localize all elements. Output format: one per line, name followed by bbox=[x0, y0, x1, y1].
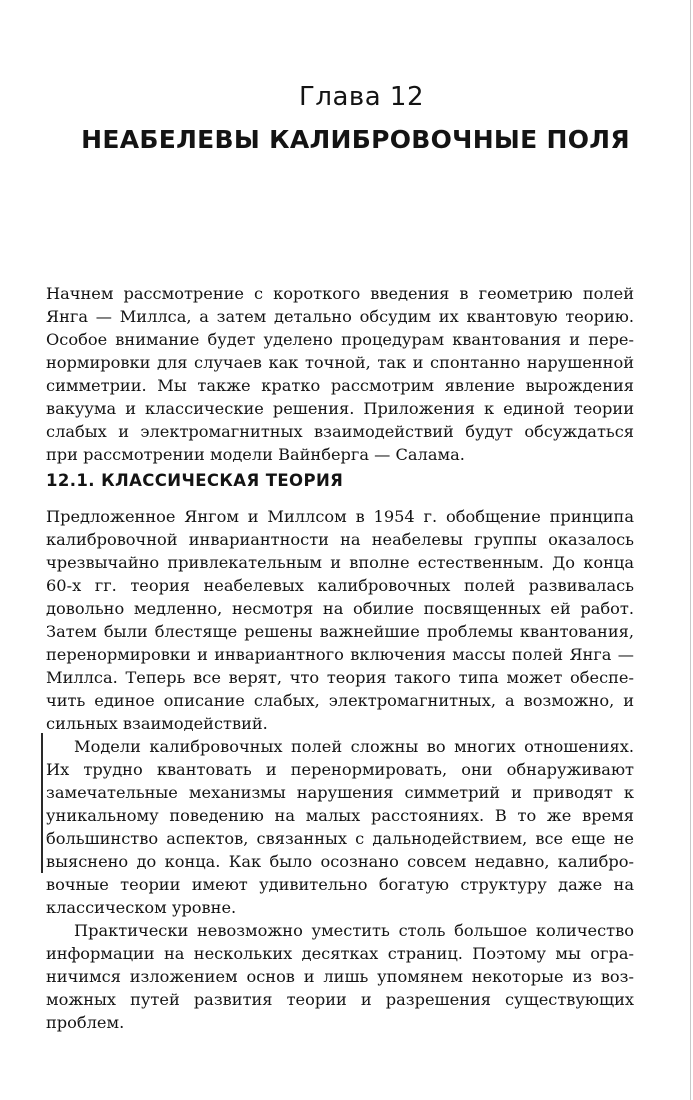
chapter-title: НЕАБЕЛЕВЫ КАЛИБРОВОЧНЫЕ ПОЛЯ bbox=[81, 125, 630, 154]
section-heading: 12.1. КЛАССИЧЕСКАЯ ТЕОРИЯ bbox=[46, 471, 344, 490]
intro-paragraph bbox=[46, 282, 634, 466]
chapter-number: Глава 12 bbox=[298, 82, 424, 112]
intro-text: Начнем рассмотрение с короткого введения в геометрию полей Янга — Миллса, а затем детально обсудим их квантовую теорию. Особое внимание будет уделено процедурам квантования и перенормировки для случаев как точной, так и спонтанно нарушенной симметрии. Мы также кратко рассмотрим явление вырождения вакуума и классические решения. Приложения к единой теории слабых и электромагнитных взаимодействий будут обсуждаться при рассмотрении модели Вайнберга — Салама. bbox=[46, 284, 634, 464]
margin-mark bbox=[41, 733, 43, 873]
page-edge-line bbox=[690, 0, 691, 1100]
body-paragraph-2: Модели калибровочных полей сложны во многих отношениях. Их трудно квантовать и перенормировать, они обнаруживают замечательные механизмы нарушения симметрий и приводят к уникальному поведению на малых расстояниях. В то же время большинство аспектов, связанных с дальнодействием, все еще не выяснено до конца. Как было осознано совсем недавно, калибровочные теории имеют удивительно богатую структуру даже на классическом уровне. bbox=[46, 737, 634, 917]
body-paragraph-3: Практически невозможно уместить столь большое количество информации на нескольких десятках страниц. Поэтому мы ограничимся изложением основ и лишь упомянем некоторые из возможных путей развития теории и разрешения существующих проблем. bbox=[46, 921, 634, 1032]
body-paragraph-1: Предложенное Янгом и Миллсом в 1954 г. обобщение принципа калибровочной инвариантности на неабелевы группы оказалось чрезвычайно привлекательным и вполне естественным. До конца 60-х гг. теория неабелевых калибровочных полей развивалась довольно медленно, несмотря на обилие посвященных ей работ. Затем были блестяще решены важнейшие проблемы квантования, перенормировки и инвариантного включения массы полей Янга — Миллса. Теперь все верят, что теория такого типа может обеспечить единое описание слабых, электромагнитных, а возможно, и сильных взаимодействий. bbox=[46, 507, 634, 733]
section-body bbox=[46, 505, 634, 1034]
